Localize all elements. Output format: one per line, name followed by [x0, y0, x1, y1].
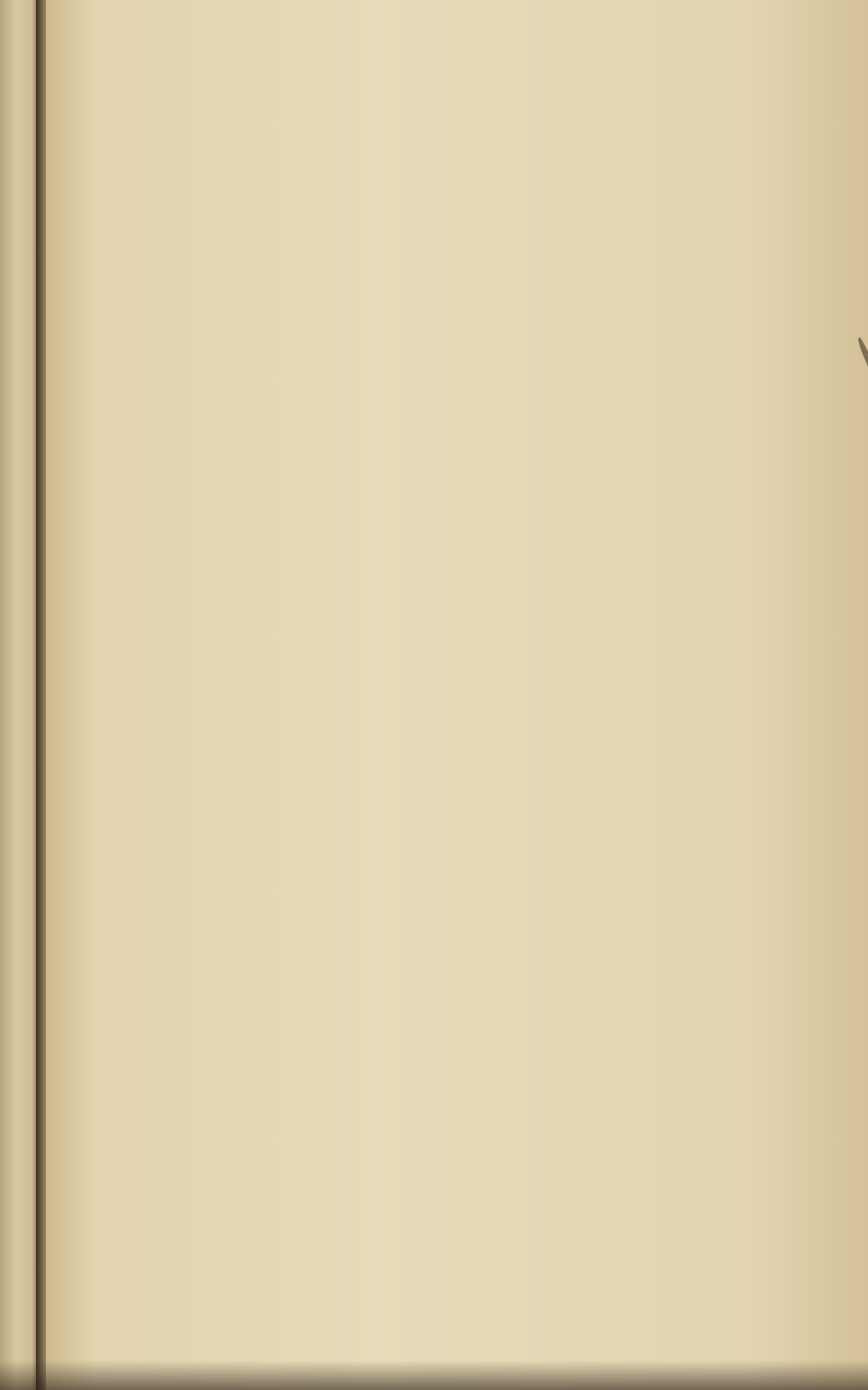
left-page-edge: [0, 0, 40, 1390]
page-stain: [856, 335, 868, 395]
right-page: [46, 0, 868, 1390]
page-shadow: [0, 1360, 868, 1390]
